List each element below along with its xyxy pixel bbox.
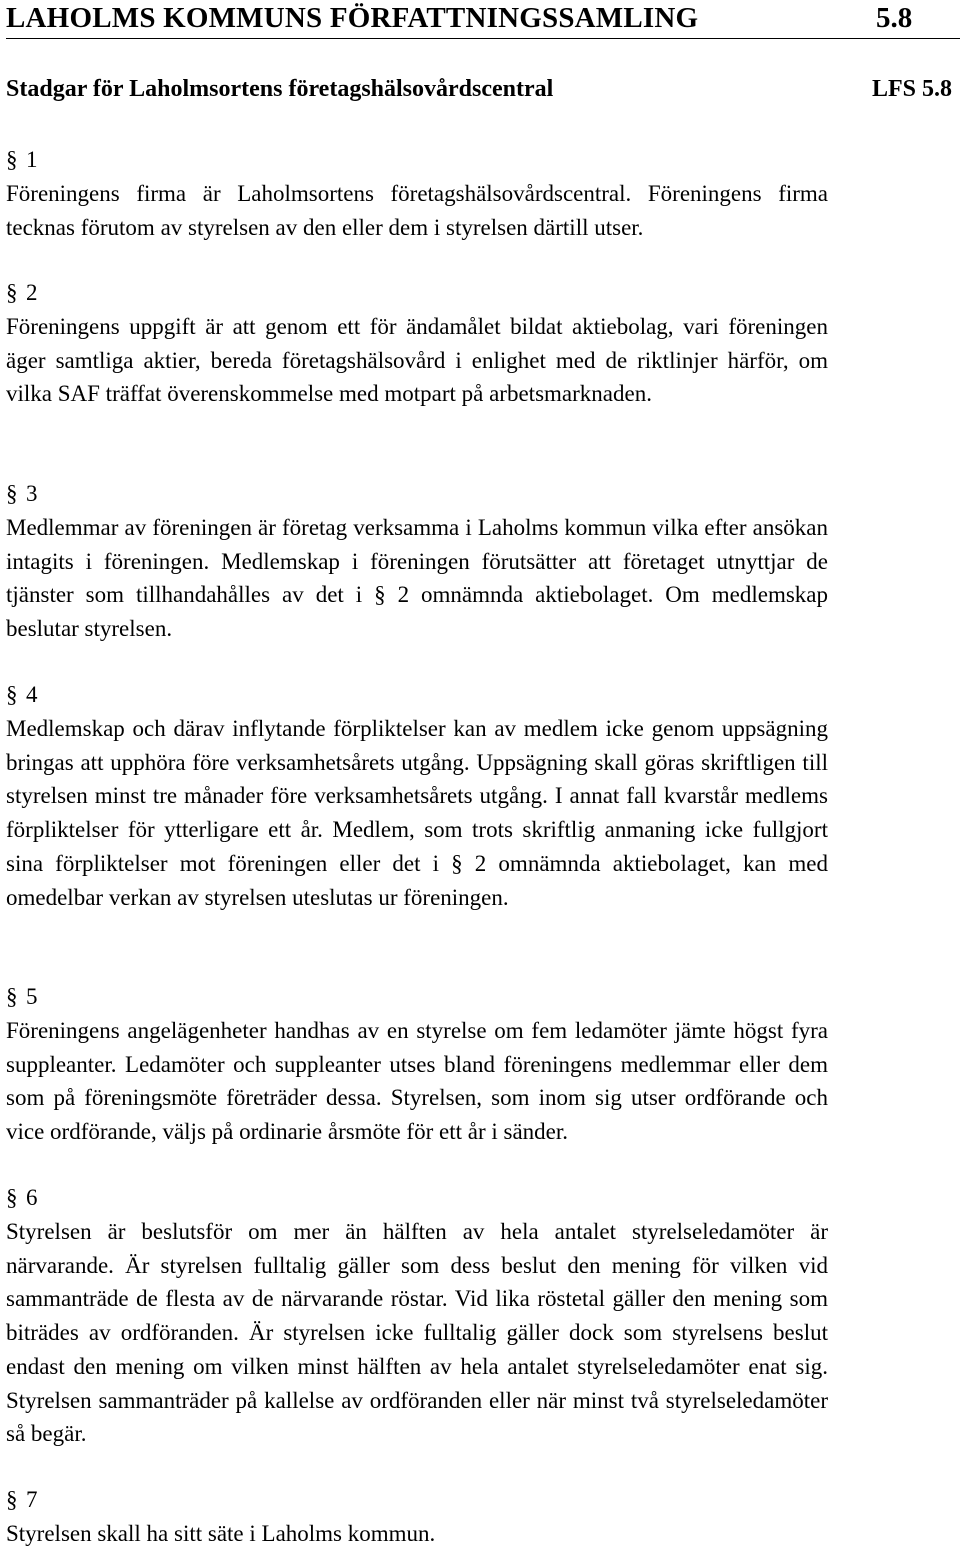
section-symbol: § — [6, 147, 18, 172]
section-text: Föreningens angelägenheter handhas av en styrelse om fem ledamöter jämte högst fyra suppleanter. Ledamöter och suppleanter utses bland föreningens medlemmar eller dem som på föreningsmöte företräder dessa. Styrelsen, som inom sig utser ordförande och vice ordförande, väljs på ordinarie årsmöte för ett år i sänder. — [6, 1018, 828, 1145]
section-heading — [6, 980, 828, 1014]
section-number: 6 — [26, 1185, 38, 1210]
section-7 — [6, 1483, 828, 1551]
section-number: 7 — [26, 1487, 38, 1512]
section-6 — [6, 1181, 828, 1451]
section-4 — [6, 678, 828, 914]
collection-number: 5.8 — [876, 2, 913, 34]
collection-title: LAHOLMS KOMMUNS FÖRFATTNINGSSAMLING — [6, 2, 699, 34]
section-text: Föreningens firma är Laholmsortens företagshälsovårdscentral. Föreningens firma tecknas förutom av styrelsen av den eller dem i styrelsen därtill utser. — [6, 181, 828, 240]
section-heading — [6, 1483, 828, 1517]
document-code: LFS 5.8 — [872, 76, 953, 102]
document-title-row — [6, 76, 960, 108]
section-number: 1 — [26, 147, 38, 172]
section-1 — [6, 143, 828, 244]
section-heading — [6, 143, 828, 177]
document-title: Stadgar för Laholmsortens företagshälsovårdscentral — [6, 76, 554, 102]
section-text: Föreningens uppgift är att genom ett för ändamålet bildat aktiebolag, vari föreningen äger samtliga aktier, bereda företagshälsovård i enlighet med de riktlinjer härför, om vilka SAF träffat överenskommelse med motpart på arbetsmarknaden. — [6, 314, 828, 407]
section-symbol: § — [6, 280, 18, 305]
section-symbol: § — [6, 481, 18, 506]
section-text: Medlemmar av föreningen är företag verksamma i Laholms kommun vilka efter ansökan intagits i föreningen. Medlemskap i föreningen förutsätter att företaget utnyttjar de tjänster som tillhandahålles av det i § 2 omnämnda aktiebolaget. Om medlemskap beslutar styrelsen. — [6, 515, 828, 642]
section-2 — [6, 276, 828, 411]
section-text: Styrelsen skall ha sitt säte i Laholms kommun. — [6, 1521, 436, 1546]
section-number: 3 — [26, 481, 38, 506]
section-5 — [6, 980, 828, 1149]
section-text: Medlemskap och därav inflytande förpliktelser kan av medlem icke genom uppsägning bringas att upphöra före verksamhetsårets utgång. Uppsägning skall göras skriftligen till styrelsen minst tre månader före verksamhetsårets utgång. I annat fall kvarstår medlems förpliktelser för ytterligare ett år. Medlem, som trots skriftlig anmaning icke fullgjort sina förpliktelser mot föreningen eller det i § 2 omnämnda aktiebolaget, kan med omedelbar verkan av styrelsen uteslutas ur föreningen. — [6, 716, 828, 910]
section-number: 4 — [26, 682, 38, 707]
section-heading — [6, 477, 828, 511]
section-symbol: § — [6, 682, 18, 707]
section-heading — [6, 678, 828, 712]
section-text: Styrelsen är beslutsför om mer än hälften av hela antalet styrelseledamöter är närvarande. Är styrelsen fulltalig gäller som dess beslut den mening för vilken vid sammanträde de flesta av de närvarande röstar. Vid lika röstetal gäller den mening som biträdes av ordföranden. Är styrelsen icke fulltalig gäller dock som styrelsens beslut endast den mening om vilken minst hälften av hela antalet styrelseledamöter enat sig. Styrelsen sammanträder på kallelse av ordföranden eller när minst två styrelseledamöter så begär. — [6, 1219, 828, 1447]
section-symbol: § — [6, 1487, 18, 1512]
section-heading — [6, 276, 828, 310]
section-symbol: § — [6, 984, 18, 1009]
section-3 — [6, 477, 828, 646]
section-number: 2 — [26, 280, 38, 305]
section-heading — [6, 1181, 828, 1215]
section-number: 5 — [26, 984, 38, 1009]
page-header — [6, 2, 960, 39]
section-symbol: § — [6, 1185, 18, 1210]
